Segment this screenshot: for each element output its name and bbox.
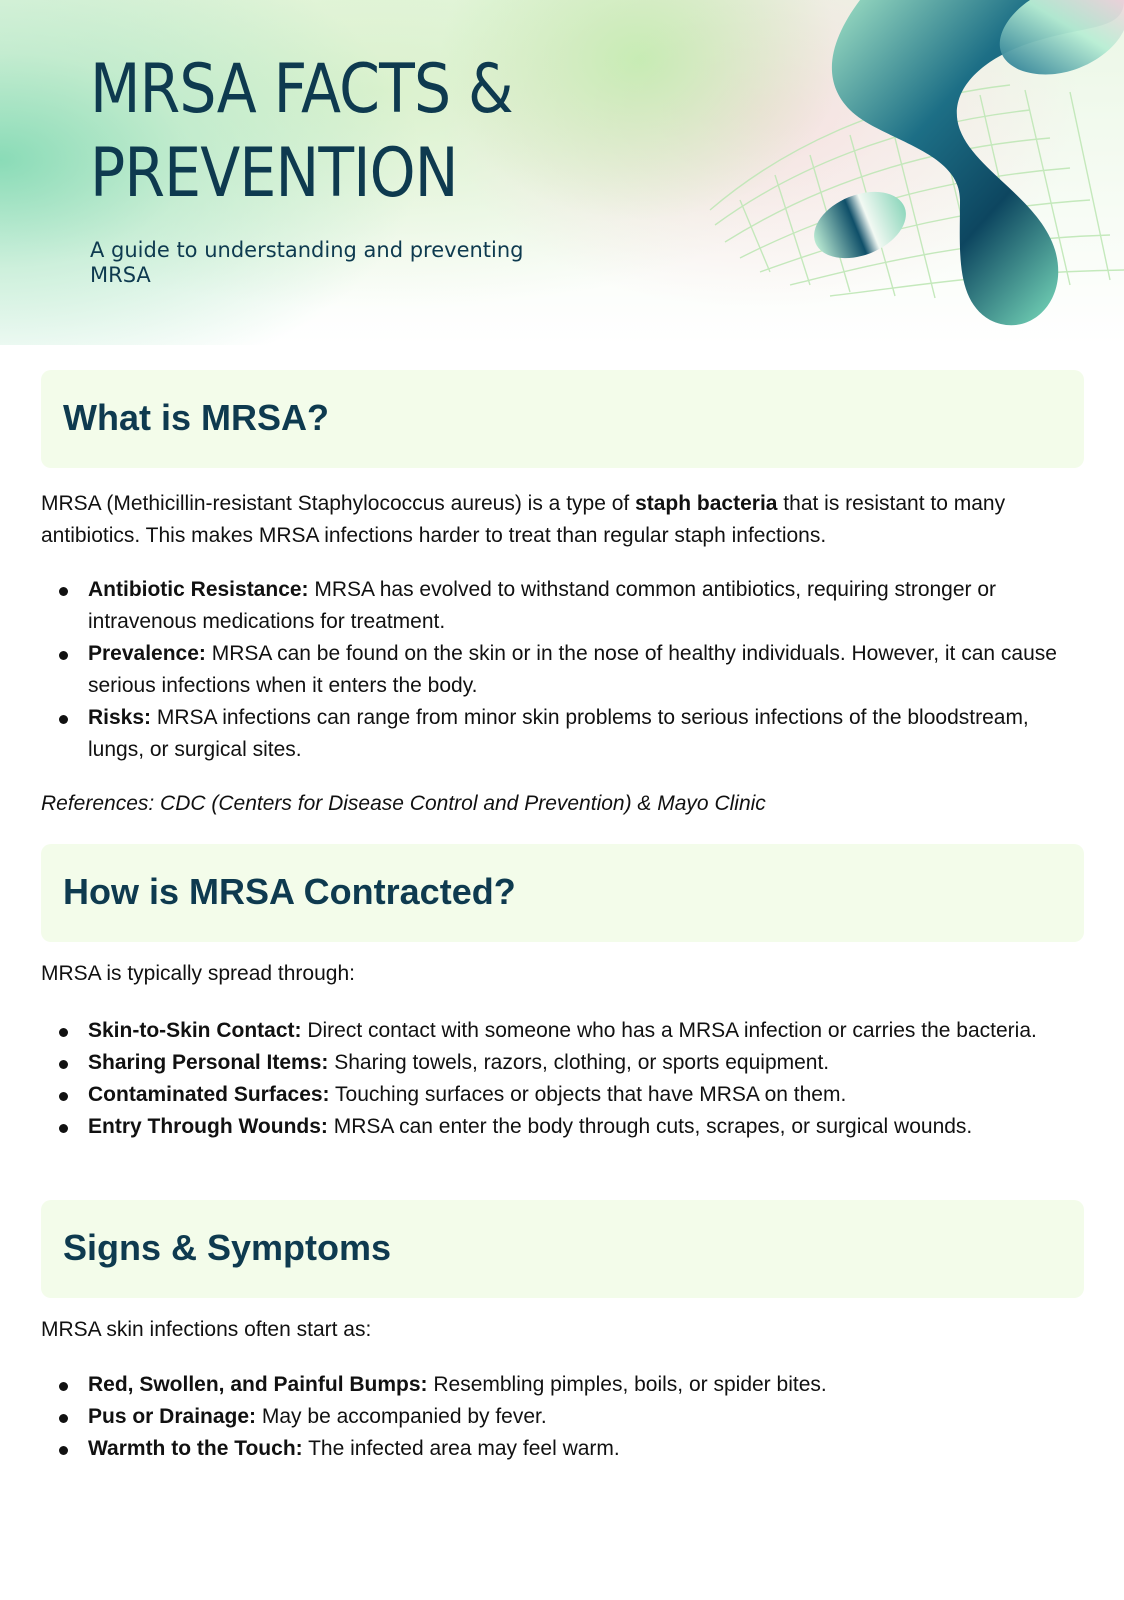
page-title — [90, 48, 513, 216]
title-line-1: MRSA FACTS & — [90, 50, 513, 129]
bullet-label: Skin-to-Skin Contact: — [88, 1019, 302, 1042]
bullet-text: Touching surfaces or objects that have MRSA on them. — [329, 1083, 847, 1106]
intro-text-start: MRSA (Methicillin-resistant Staphylococcus aureus) is a type of — [41, 492, 636, 515]
bullet-label: Entry Through Wounds: — [88, 1115, 328, 1138]
bullet-label: Red, Swollen, and Painful Bumps: — [88, 1373, 428, 1396]
how-intro-paragraph: MRSA is typically spread through: — [41, 962, 355, 985]
list-item — [41, 1433, 1081, 1465]
bullet-text: Direct contact with someone who has a MRSA infection or carries the bacteria. — [301, 1019, 1037, 1042]
bullet-label: Risks: — [88, 706, 152, 729]
list-item — [41, 1401, 1081, 1433]
list-item — [41, 1111, 1081, 1143]
section-header-signs — [41, 1200, 1084, 1298]
list-item — [41, 1047, 1081, 1079]
signs-bullet-list — [41, 1369, 1081, 1465]
intro-text-bold: staph bacteria — [635, 492, 778, 515]
bullet-text: Resembling pimples, boils, or spider bites. — [427, 1373, 827, 1396]
references-note: References: CDC (Centers for Disease Control and Prevention) & Mayo Clinic — [41, 792, 766, 815]
list-item — [41, 1015, 1081, 1047]
section-header-what — [41, 370, 1084, 468]
section-heading-what: What is MRSA? — [63, 397, 329, 438]
list-item — [41, 702, 1081, 766]
bullet-text: MRSA has evolved to withstand common antibiotics, requiring stronger or intravenous medications for treatment. — [88, 578, 997, 633]
bullet-text: Sharing towels, razors, clothing, or sports equipment. — [328, 1051, 830, 1074]
subtitle-line-1: A guide to understanding and preventing — [90, 238, 524, 262]
what-bullet-list — [41, 574, 1081, 766]
bullet-label: Prevalence: — [88, 642, 206, 665]
bullet-text: MRSA can be found on the skin or in the nose of healthy individuals. However, it can cause serious infections when it enters the body. — [88, 642, 1057, 697]
list-item — [41, 1369, 1081, 1401]
what-intro-paragraph — [41, 488, 1081, 552]
section-heading-signs: Signs & Symptoms — [63, 1227, 392, 1268]
bullet-label: Antibiotic Resistance: — [88, 578, 309, 601]
section-header-how — [41, 844, 1084, 942]
bullet-text: MRSA can enter the body through cuts, scrapes, or surgical wounds. — [327, 1115, 973, 1138]
page-subtitle — [90, 238, 550, 288]
signs-intro-paragraph: MRSA skin infections often start as: — [41, 1318, 372, 1341]
bullet-label: Sharing Personal Items: — [88, 1051, 329, 1074]
bullet-text: May be accompanied by fever. — [256, 1405, 547, 1428]
list-item — [41, 638, 1081, 702]
intro-text-end: that is resistant to many antibiotics. This makes MRSA infections harder to treat than regular staph infections. — [41, 492, 1006, 547]
list-item — [41, 1079, 1081, 1111]
subtitle-line-2: MRSA — [90, 263, 151, 287]
bullet-label: Contaminated Surfaces: — [88, 1083, 330, 1106]
bullet-text: The infected area may feel warm. — [302, 1437, 620, 1460]
list-item — [41, 574, 1081, 638]
bullet-text: MRSA infections can range from minor skin problems to serious infections of the bloodstream, lungs, or surgical sites. — [88, 706, 1029, 761]
header-banner — [0, 0, 1124, 345]
section-heading-how: How is MRSA Contracted? — [63, 871, 516, 912]
bullet-label: Warmth to the Touch: — [88, 1437, 303, 1460]
title-line-2: PREVENTION — [90, 134, 458, 213]
how-bullet-list — [41, 1015, 1081, 1143]
bullet-label: Pus or Drainage: — [88, 1405, 257, 1428]
